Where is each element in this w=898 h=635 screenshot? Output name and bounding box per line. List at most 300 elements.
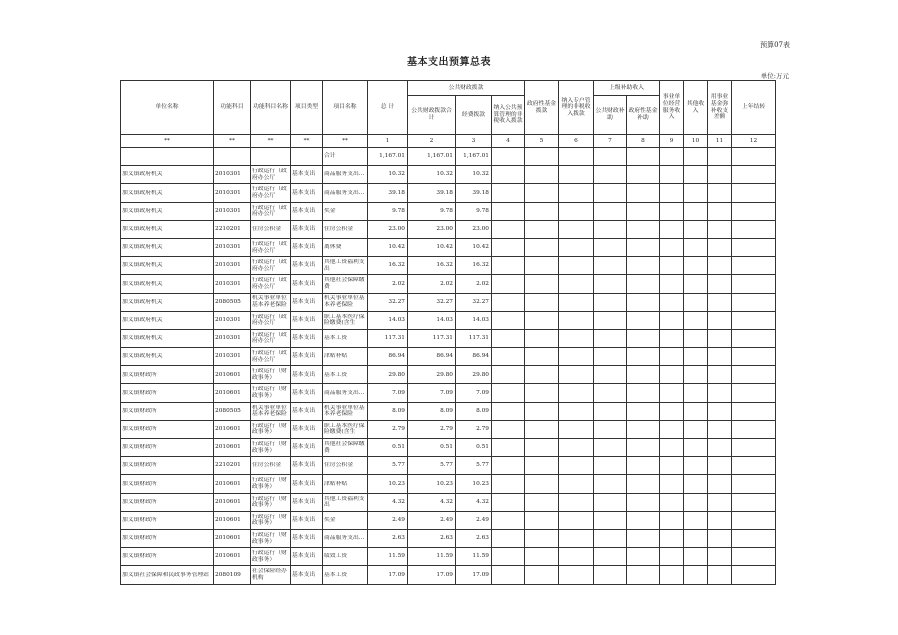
empty-cell — [525, 238, 559, 256]
func-name-cell — [251, 238, 291, 256]
unit-name-cell-text: 加义镇财政所 — [122, 462, 157, 469]
empty-cell — [492, 293, 525, 311]
pf-fund-cell: 2.49 — [456, 511, 492, 529]
page-title: 基本支出预算总表 — [407, 57, 491, 68]
proj-name-cell-text: 其他工资福利支出 — [324, 259, 365, 272]
empty-cell — [627, 420, 660, 438]
empty-cell — [594, 457, 627, 475]
empty-cell — [594, 202, 627, 220]
empty-cell — [627, 238, 660, 256]
proj-name-cell — [323, 566, 368, 584]
empty-cell — [732, 348, 776, 366]
empty-cell — [594, 348, 627, 366]
empty-cell — [627, 366, 660, 384]
pf-fund-cell: 10.32 — [456, 166, 492, 184]
total-cell: 11.59 — [368, 548, 408, 566]
empty-cell — [732, 257, 776, 275]
table-row — [121, 548, 776, 566]
table-row — [121, 220, 776, 238]
total-cell: 14.03 — [368, 311, 408, 329]
budget-table — [120, 80, 776, 585]
index-cell: 7 — [594, 135, 627, 148]
pf-fund-cell: 10.23 — [456, 475, 492, 493]
func-name-cell — [251, 293, 291, 311]
empty-cell — [559, 311, 594, 329]
total-cell: 117.31 — [368, 329, 408, 347]
proj-type-cell: 基本支出 — [291, 311, 323, 329]
proj-name-cell — [323, 420, 368, 438]
func-code-cell: 2010601 — [214, 548, 251, 566]
empty-cell — [559, 493, 594, 511]
empty-cell — [708, 457, 732, 475]
proj-name-cell — [323, 511, 368, 529]
empty-cell — [594, 439, 627, 457]
func-name-cell-text: 行政运行（财政事务） — [252, 550, 287, 563]
pf-sub-cell: 86.94 — [408, 348, 456, 366]
unit-name-cell-text: 加义镇政府机关 — [122, 353, 163, 360]
empty-cell — [708, 366, 732, 384]
empty-cell — [559, 293, 594, 311]
empty-cell — [492, 402, 525, 420]
header-func-name: 功能科目名称 — [251, 81, 291, 135]
summary-label: 合计 — [323, 148, 368, 166]
pf-fund-cell: 86.94 — [456, 348, 492, 366]
pf-fund-cell: 2.02 — [456, 275, 492, 293]
empty-cell — [559, 384, 594, 402]
total-cell: 10.42 — [368, 238, 408, 256]
func-name-cell — [251, 493, 291, 511]
empty-cell — [660, 275, 684, 293]
proj-name-cell-text: 职工基本医疗保险缴费(含生 — [324, 422, 365, 436]
table-row — [121, 202, 776, 220]
proj-name-cell — [323, 238, 368, 256]
pf-fund-cell: 0.51 — [456, 439, 492, 457]
pf-sub-cell: 23.00 — [408, 220, 456, 238]
empty-cell — [732, 311, 776, 329]
empty-cell — [627, 202, 660, 220]
proj-name-cell-text: 绩效工资 — [324, 553, 348, 560]
empty-cell — [492, 329, 525, 347]
pf-sub-cell: 10.42 — [408, 238, 456, 256]
unit-name-cell-text: 加义镇政府机关 — [122, 207, 163, 214]
empty-cell — [525, 457, 559, 475]
func-code-cell: 2010301 — [214, 348, 251, 366]
header-fund-balance: 用事业基金弥补收支差额 — [708, 81, 732, 135]
empty-cell — [627, 402, 660, 420]
proj-type-cell: 基本支出 — [291, 402, 323, 420]
func-name-cell-text: 行政运行（财政事务） — [252, 477, 287, 490]
proj-type-cell: 基本支出 — [291, 475, 323, 493]
empty-cell — [594, 184, 627, 202]
empty-cell — [594, 275, 627, 293]
func-code-cell: 2080505 — [214, 402, 251, 420]
empty-cell — [492, 238, 525, 256]
func-name-cell — [251, 366, 291, 384]
empty-cell — [732, 366, 776, 384]
proj-type-cell: 基本支出 — [291, 293, 323, 311]
unit-name-cell — [121, 548, 214, 566]
proj-name-cell-text: 机关事业单位基本养老保险 — [324, 295, 365, 309]
empty-cell — [492, 275, 525, 293]
empty-cell — [559, 220, 594, 238]
unit-name-cell — [121, 238, 214, 256]
unit-name-cell — [121, 166, 214, 184]
empty-cell — [660, 511, 684, 529]
empty-cell — [559, 257, 594, 275]
unit-name-cell — [121, 329, 214, 347]
func-name-cell-text: 行政运行（财政事务） — [252, 368, 287, 381]
empty-cell — [594, 329, 627, 347]
empty-cell — [627, 220, 660, 238]
empty-cell — [684, 220, 708, 238]
unit-name-cell — [121, 257, 214, 275]
header-proj-name: 项目名称 — [323, 81, 368, 135]
empty-cell — [708, 439, 732, 457]
func-name-cell — [251, 329, 291, 347]
pf-sub-cell: 14.03 — [408, 311, 456, 329]
empty-cell — [492, 548, 525, 566]
empty-cell — [492, 439, 525, 457]
empty-cell — [732, 457, 776, 475]
empty-cell — [732, 511, 776, 529]
header-special-account: 纳入专户管理的非税收入拨款 — [559, 81, 594, 135]
empty-cell — [594, 548, 627, 566]
empty-cell — [732, 420, 776, 438]
empty-cell — [594, 529, 627, 547]
total-cell: 86.94 — [368, 348, 408, 366]
header-carry-over: 上年结转 — [732, 81, 776, 135]
empty-cell — [594, 511, 627, 529]
func-name-cell — [251, 348, 291, 366]
empty-cell — [559, 566, 594, 584]
func-name-cell — [251, 439, 291, 457]
func-name-cell-text: 社会保险经办机构 — [252, 568, 287, 581]
empty-cell — [684, 184, 708, 202]
proj-name-cell — [323, 166, 368, 184]
func-name-cell — [251, 548, 291, 566]
unit-name-cell-text: 加义镇政府机关 — [122, 244, 163, 251]
unit-name-cell-text: 加义镇政府机关 — [122, 189, 163, 196]
table-row — [121, 329, 776, 347]
proj-name-cell-text: 基本工资 — [324, 335, 348, 342]
empty-cell — [732, 402, 776, 420]
index-row — [121, 135, 776, 148]
empty-cell — [708, 184, 732, 202]
table-row — [121, 402, 776, 420]
func-code-cell: 2010601 — [214, 493, 251, 511]
empty-cell — [708, 493, 732, 511]
total-cell: 2.02 — [368, 275, 408, 293]
table-row — [121, 238, 776, 256]
table-row — [121, 420, 776, 438]
empty-cell — [492, 348, 525, 366]
table-row — [121, 493, 776, 511]
func-code-cell: 2010301 — [214, 166, 251, 184]
header-business-income: 事业单位经营服务收入 — [660, 81, 684, 135]
total-cell: 8.09 — [368, 402, 408, 420]
proj-name-cell-text: 津贴补贴 — [324, 353, 348, 360]
empty-cell — [660, 548, 684, 566]
empty-cell — [559, 548, 594, 566]
empty-cell — [660, 329, 684, 347]
empty-cell — [559, 420, 594, 438]
empty-cell — [708, 238, 732, 256]
unit-name-cell — [121, 457, 214, 475]
pf-sub-cell: 16.32 — [408, 257, 456, 275]
empty-cell — [627, 275, 660, 293]
unit-name-cell — [121, 566, 214, 584]
empty-cell — [525, 293, 559, 311]
func-name-cell — [251, 420, 291, 438]
func-name-cell-text: 机关事业单位基本养老保险 — [252, 295, 287, 309]
total-cell: 0.51 — [368, 439, 408, 457]
table-row — [121, 311, 776, 329]
empty-cell — [627, 311, 660, 329]
index-cell: 6 — [559, 135, 594, 148]
header-total: 总 计 — [368, 81, 408, 135]
proj-name-cell-text: 机关事业单位基本养老保险 — [324, 404, 365, 418]
table-row — [121, 529, 776, 547]
unit-name-cell-text: 加义镇政府机关 — [122, 298, 163, 305]
unit-name-cell — [121, 439, 214, 457]
pf-fund-cell: 17.09 — [456, 566, 492, 584]
empty-cell — [492, 384, 525, 402]
total-cell: 9.78 — [368, 202, 408, 220]
unit-name-cell-text: 加义镇政府机关 — [122, 280, 163, 287]
empty-cell — [708, 257, 732, 275]
pf-fund-cell: 39.18 — [456, 184, 492, 202]
func-code-cell: 2010301 — [214, 184, 251, 202]
unit-name-cell — [121, 220, 214, 238]
func-name-cell-text: 行政运行（政府办公厅 — [252, 259, 287, 272]
func-code-cell: 2010301 — [214, 202, 251, 220]
empty-cell — [559, 402, 594, 420]
empty-cell — [660, 293, 684, 311]
empty-cell — [594, 311, 627, 329]
empty-cell — [492, 493, 525, 511]
empty-cell — [684, 457, 708, 475]
pf-fund-cell: 16.32 — [456, 257, 492, 275]
func-name-cell-text: 行政运行（政府办公厅 — [252, 168, 287, 181]
table-row — [121, 166, 776, 184]
unit-name-cell-text: 加义镇财政所 — [122, 371, 157, 378]
proj-name-cell — [323, 293, 368, 311]
proj-name-cell — [323, 366, 368, 384]
pf-sub-cell: 10.32 — [408, 166, 456, 184]
empty-cell — [594, 220, 627, 238]
empty-cell — [559, 366, 594, 384]
proj-type-cell: 基本支出 — [291, 166, 323, 184]
unit-name-cell-text: 加义镇政府机关 — [122, 335, 163, 342]
empty-cell — [660, 529, 684, 547]
func-name-cell-text: 行政运行（财政事务） — [252, 422, 287, 436]
unit-name-cell — [121, 184, 214, 202]
func-name-cell-text: 行政运行（财政事务） — [252, 440, 287, 454]
empty-cell — [559, 202, 594, 220]
func-name-cell — [251, 220, 291, 238]
func-name-cell-text: 行政运行（政府办公厅 — [252, 350, 287, 363]
pf-sub-cell: 2.63 — [408, 529, 456, 547]
proj-name-cell-text: 基本工资 — [324, 371, 348, 378]
func-code-cell: 2010601 — [214, 420, 251, 438]
pf-sub-cell: 5.77 — [408, 457, 456, 475]
empty-cell — [559, 439, 594, 457]
index-cell: 9 — [660, 135, 684, 148]
pf-fund-cell: 9.78 — [456, 202, 492, 220]
empty-cell — [627, 457, 660, 475]
empty-cell — [708, 275, 732, 293]
empty-cell — [627, 566, 660, 584]
pf-sub-cell: 29.80 — [408, 366, 456, 384]
table-row — [121, 457, 776, 475]
empty-cell — [660, 348, 684, 366]
empty-cell — [684, 275, 708, 293]
empty-cell — [708, 384, 732, 402]
empty-cell — [660, 475, 684, 493]
table-row — [121, 184, 776, 202]
total-cell: 7.09 — [368, 384, 408, 402]
proj-name-cell-text: 商品服务支出… — [324, 189, 365, 196]
empty-cell — [525, 420, 559, 438]
proj-name-cell — [323, 257, 368, 275]
table-row — [121, 439, 776, 457]
header-pf-fund: 经费拨款 — [456, 96, 492, 135]
proj-name-cell-text: 奖金 — [324, 207, 336, 214]
empty-cell — [708, 402, 732, 420]
pf-sub-cell: 7.09 — [408, 384, 456, 402]
proj-name-cell-text: 其他社会保障缴费 — [324, 440, 365, 454]
unit-name-cell — [121, 402, 214, 420]
index-cell: 8 — [627, 135, 660, 148]
empty-cell — [594, 166, 627, 184]
func-code-cell: 2010301 — [214, 275, 251, 293]
pf-sub-cell: 8.09 — [408, 402, 456, 420]
pf-fund-cell: 5.77 — [456, 457, 492, 475]
empty-cell — [594, 238, 627, 256]
table-row — [121, 257, 776, 275]
empty-cell — [684, 238, 708, 256]
empty-cell — [559, 529, 594, 547]
proj-name-cell — [323, 202, 368, 220]
proj-type-cell: 基本支出 — [291, 275, 323, 293]
empty-cell — [492, 257, 525, 275]
empty-cell — [627, 475, 660, 493]
table-row — [121, 511, 776, 529]
pf-fund-cell: 10.42 — [456, 238, 492, 256]
summary-row — [121, 148, 776, 166]
empty-cell — [660, 457, 684, 475]
table-row — [121, 275, 776, 293]
empty-cell — [684, 566, 708, 584]
header-other-income: 其他收入 — [684, 81, 708, 135]
func-name-cell — [251, 166, 291, 184]
proj-type-cell: 基本支出 — [291, 202, 323, 220]
empty-cell — [684, 202, 708, 220]
proj-name-cell — [323, 275, 368, 293]
empty-cell — [627, 548, 660, 566]
proj-type-cell: 基本支出 — [291, 184, 323, 202]
empty-cell — [492, 511, 525, 529]
pf-fund-cell: 29.80 — [456, 366, 492, 384]
empty-cell — [660, 384, 684, 402]
func-code-cell: 2010601 — [214, 439, 251, 457]
empty-cell — [732, 475, 776, 493]
table-row — [121, 475, 776, 493]
proj-name-cell-text: 离休费 — [324, 244, 342, 251]
empty-cell — [594, 493, 627, 511]
table-row — [121, 348, 776, 366]
total-cell: 2.63 — [368, 529, 408, 547]
unit-name-cell — [121, 348, 214, 366]
pf-sub-cell: 2.79 — [408, 420, 456, 438]
func-name-cell — [251, 511, 291, 529]
unit-name-cell — [121, 293, 214, 311]
unit-name-cell-text: 加义镇政府机关 — [122, 226, 163, 233]
table-row — [121, 293, 776, 311]
proj-name-cell — [323, 184, 368, 202]
empty-cell — [492, 420, 525, 438]
empty-cell — [732, 166, 776, 184]
summary-pf-fund: 1,167.01 — [456, 148, 492, 166]
header-public-fiscal: 公共财政拨款 — [408, 81, 525, 96]
empty-cell — [594, 420, 627, 438]
empty-cell — [660, 402, 684, 420]
empty-cell — [732, 275, 776, 293]
proj-name-cell — [323, 348, 368, 366]
empty-cell — [684, 402, 708, 420]
empty-cell — [684, 439, 708, 457]
empty-cell — [684, 166, 708, 184]
unit-name-cell — [121, 275, 214, 293]
total-cell: 5.77 — [368, 457, 408, 475]
empty-cell — [684, 329, 708, 347]
empty-cell — [660, 257, 684, 275]
proj-type-cell: 基本支出 — [291, 366, 323, 384]
empty-cell — [684, 348, 708, 366]
func-code-cell: 2010601 — [214, 529, 251, 547]
empty-cell — [627, 257, 660, 275]
empty-cell — [684, 420, 708, 438]
empty-cell — [684, 366, 708, 384]
empty-cell — [708, 166, 732, 184]
empty-cell — [627, 329, 660, 347]
func-code-cell: 2010601 — [214, 384, 251, 402]
index-cell: 12 — [732, 135, 776, 148]
empty-cell — [627, 384, 660, 402]
empty-cell — [559, 238, 594, 256]
empty-cell — [525, 202, 559, 220]
pf-sub-cell: 117.31 — [408, 329, 456, 347]
empty-cell — [559, 457, 594, 475]
unit-name-cell — [121, 511, 214, 529]
func-name-cell — [251, 275, 291, 293]
func-name-cell-text: 行政运行（财政事务） — [252, 495, 287, 509]
func-name-cell — [251, 529, 291, 547]
form-code: 预算07表 — [760, 41, 790, 49]
pf-sub-cell: 17.09 — [408, 566, 456, 584]
total-cell: 2.79 — [368, 420, 408, 438]
empty-cell — [708, 202, 732, 220]
proj-name-cell-text: 商品服务支出… — [324, 535, 365, 542]
index-cell: 1 — [368, 135, 408, 148]
empty-cell — [660, 493, 684, 511]
unit-name-cell-text: 加义镇财政所 — [122, 553, 157, 560]
pf-sub-cell: 10.23 — [408, 475, 456, 493]
empty-cell — [732, 548, 776, 566]
func-name-cell-text: 行政运行（财政事务） — [252, 531, 287, 545]
header-func-code: 功能科目 — [214, 81, 251, 135]
empty-cell — [559, 184, 594, 202]
